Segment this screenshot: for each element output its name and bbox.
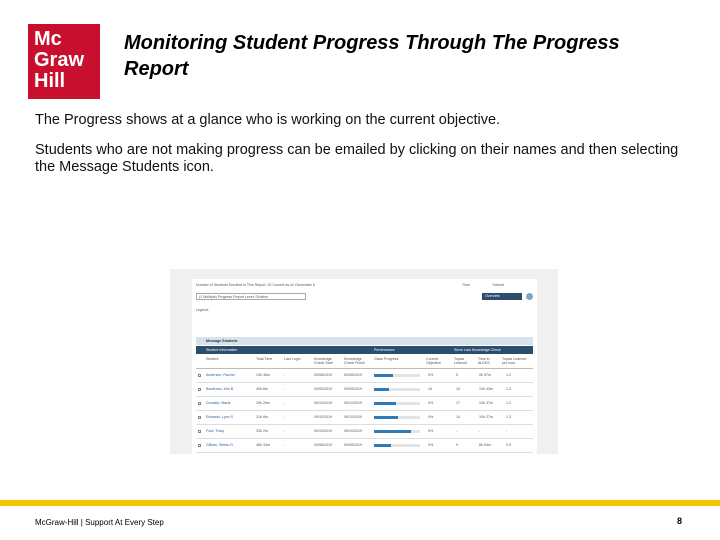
cell-total-time: 48h 34m — [256, 443, 270, 447]
cell-kc-start: 09/08/2019 — [314, 443, 332, 447]
cell-kc-start: 09/05/2019 — [314, 387, 332, 391]
class-progress-fill — [374, 374, 393, 377]
cell-topics-per-hour: 1.3 — [506, 387, 511, 391]
cell-last-login: - — [284, 401, 286, 405]
cell-kc-start: 09/10/2019 — [314, 401, 332, 405]
col-current-objective[interactable]: Current Objective — [426, 357, 441, 365]
student-name-link[interactable]: Gilliam, Stefan R — [206, 443, 233, 447]
cell-total-time: 29h 26m — [256, 401, 270, 405]
cell-time-in-aleks: 8h 54m — [479, 443, 491, 447]
table-row — [196, 440, 533, 453]
slide-title: Monitoring Student Progress Through The Progress Report — [124, 32, 620, 80]
col-topics-per-hour[interactable]: Topics Learned per hour — [502, 357, 527, 365]
cell-kc-finish: 09/10/2019 — [344, 415, 362, 419]
row-checkbox[interactable] — [198, 430, 201, 433]
class-progress-fill — [374, 444, 391, 447]
cell-total-time: 13h 48m — [256, 373, 270, 377]
row-checkbox[interactable] — [198, 416, 201, 419]
student-name-link[interactable]: Boudreau, Kris B — [206, 387, 234, 391]
group-since-last: Since Last Knowledge Check — [454, 348, 501, 352]
class-progress-bar — [374, 444, 420, 447]
cell-time-in-aleks: - — [479, 429, 481, 433]
row-checkbox[interactable] — [198, 374, 201, 377]
cell-last-login: - — [284, 373, 286, 377]
class-progress-bar — [374, 402, 420, 405]
cell-total-time: 33h 2m — [256, 429, 268, 433]
cell-current-objective: 15 — [428, 387, 432, 391]
report-header: Number of Students Enrolled in This Report: 32 Current as of: December 6 — [196, 283, 315, 287]
col-last-login[interactable]: Last Login — [284, 357, 301, 361]
class-progress-fill — [374, 388, 389, 391]
row-checkbox[interactable] — [198, 388, 201, 391]
class-progress-fill — [374, 416, 398, 419]
paragraph-message-students: Students who are not making progress can be emailed by clicking on their names and then selecting the Message Students icon. — [35, 142, 679, 175]
settings-icon[interactable] — [526, 293, 533, 300]
report-level-select[interactable]: (1 Multiple) Progress Report Level: Division — [196, 293, 306, 300]
col-student[interactable]: Student — [206, 357, 219, 361]
table-row — [196, 398, 533, 411]
cell-kc-start: 09/10/2019 — [314, 429, 332, 433]
footer-accent-bar — [0, 500, 720, 506]
legend — [196, 308, 533, 328]
class-progress-fill — [374, 402, 396, 405]
cell-time-in-aleks: 14h 37m — [479, 401, 493, 405]
cell-kc-start: 09/08/2019 — [314, 373, 332, 377]
table-row — [196, 384, 533, 397]
class-progress-bar — [374, 388, 420, 391]
cell-topics-learned: 17 — [456, 401, 460, 405]
cell-topics-per-hour: - — [506, 429, 508, 433]
class-progress-fill — [374, 430, 411, 433]
col-kc-start[interactable]: Knowledge Check Start — [314, 357, 333, 365]
cell-topics-per-hour: 0.9 — [506, 443, 511, 447]
cell-time-in-aleks: 10h 27m — [479, 415, 493, 419]
cell-last-login: - — [284, 443, 286, 447]
tutorial-link[interactable]: Tutorial — [492, 283, 504, 287]
overview-select[interactable]: Overview — [482, 293, 522, 300]
cell-kc-start: 09/10/2019 — [314, 415, 332, 419]
cell-last-login: - — [284, 429, 286, 433]
class-progress-bar — [374, 416, 420, 419]
table-row — [196, 412, 533, 425]
progress-report-panel — [192, 279, 537, 454]
table-row — [196, 426, 533, 439]
cell-kc-finish: 09/08/2019 — [344, 373, 362, 377]
group-student-info: Student Information — [206, 348, 238, 352]
col-total-time[interactable]: Total Time — [256, 357, 273, 361]
table-group-header — [196, 346, 533, 354]
cell-current-objective: 0% — [428, 401, 434, 405]
cell-kc-finish: 09/08/2019 — [344, 443, 362, 447]
cell-current-objective: 0% — [428, 429, 434, 433]
group-performance: Performance — [374, 348, 395, 352]
col-topics-learned[interactable]: Topics Learned — [454, 357, 468, 365]
cell-topics-learned: 9 — [456, 443, 458, 447]
mcgraw-hill-logo: Mc Graw Hill — [28, 24, 100, 99]
footer-text: McGraw-Hill | Support At Every Step — [35, 518, 164, 527]
cell-topics-learned: - — [456, 429, 458, 433]
paragraph-overview: The Progress shows at a glance who is working on the current objective. — [35, 112, 501, 128]
student-name-link[interactable]: Donaldo, Maria — [206, 401, 231, 405]
cell-current-objective: 0% — [428, 443, 434, 447]
legend-label: Legend: — [196, 308, 209, 312]
row-checkbox[interactable] — [198, 402, 201, 405]
student-name-link[interactable]: Ford, Tracy — [206, 429, 225, 433]
col-kc-finish[interactable]: Knowledge Check Finish — [344, 357, 365, 365]
time-link[interactable]: Time — [462, 283, 470, 287]
progress-report-screenshot — [170, 269, 558, 454]
cell-current-objective: 0% — [428, 415, 434, 419]
cell-time-in-aleks: 10h 43m — [479, 387, 493, 391]
cell-total-time: 21h 8m — [256, 415, 268, 419]
student-name-link[interactable]: Edwards, Lynn S — [206, 415, 234, 419]
cell-topics-per-hour: 1.2 — [506, 401, 511, 405]
class-progress-bar — [374, 430, 420, 433]
column-headers — [196, 355, 533, 369]
cell-last-login: - — [284, 387, 286, 391]
row-checkbox[interactable] — [198, 444, 201, 447]
cell-topics-learned: 15 — [456, 387, 460, 391]
student-name-link[interactable]: Anderson, Rachel — [206, 373, 235, 377]
cell-kc-finish: 09/10/2019 — [344, 401, 362, 405]
cell-time-in-aleks: 5h 57m — [479, 373, 491, 377]
cell-current-objective: 0% — [428, 373, 434, 377]
table-row — [196, 370, 533, 383]
col-class-progress[interactable]: Class Progress — [374, 357, 399, 361]
page-number: 8 — [677, 516, 683, 526]
cell-topics-learned: 5 — [456, 373, 458, 377]
class-progress-bar — [374, 374, 420, 377]
cell-last-login: - — [284, 415, 286, 419]
message-students-button[interactable]: Message Students — [196, 337, 533, 345]
cell-topics-learned: 14 — [456, 415, 460, 419]
cell-kc-finish: 09/10/2019 — [344, 429, 362, 433]
col-time-in-aleks[interactable]: Time in ALEKS — [478, 357, 490, 365]
cell-topics-per-hour: 1.3 — [506, 415, 511, 419]
cell-kc-finish: 09/05/2019 — [344, 387, 362, 391]
cell-topics-per-hour: 1.0 — [506, 373, 511, 377]
cell-total-time: 49h 8m — [256, 387, 268, 391]
